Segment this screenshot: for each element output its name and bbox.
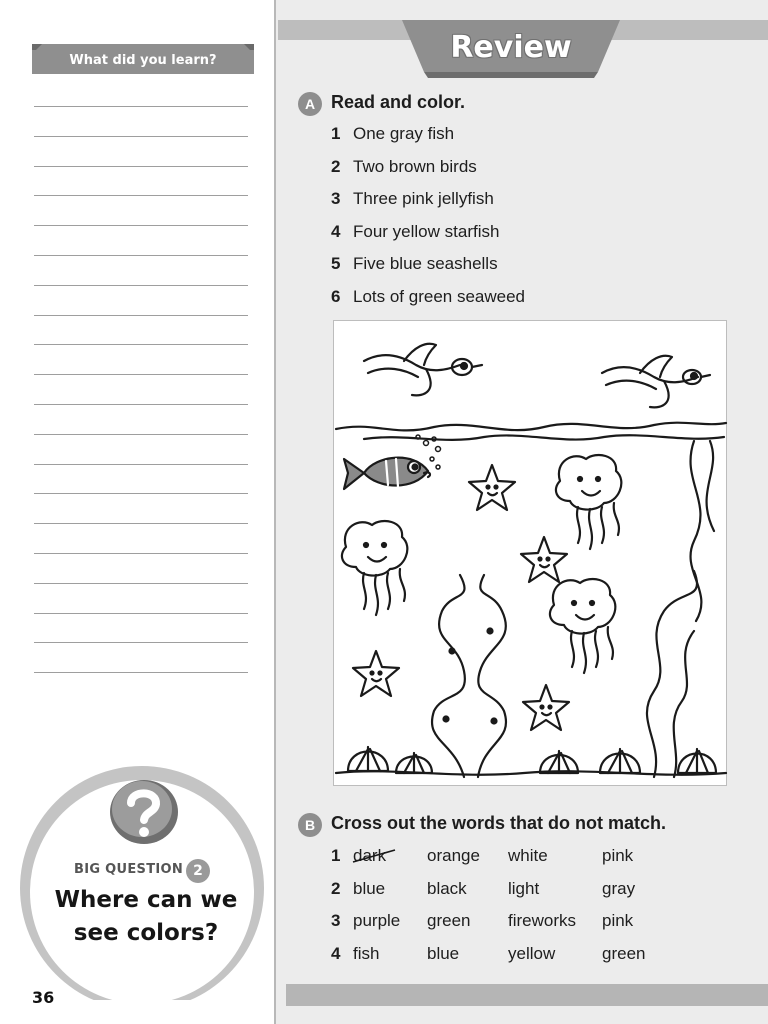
- jellyfish-icon: [550, 579, 615, 673]
- water-surface: [336, 423, 726, 440]
- section-a-badge: A: [298, 92, 322, 116]
- item-number: 3: [331, 189, 341, 209]
- table-row: [331, 909, 645, 942]
- writing-line[interactable]: [34, 523, 248, 553]
- sea-floor: [336, 771, 726, 774]
- word-cell[interactable]: blue: [353, 878, 386, 898]
- starfish-icon: [523, 685, 569, 730]
- word-cell[interactable]: light: [508, 878, 540, 898]
- banner-title: What did you learn?: [69, 53, 217, 68]
- writing-line[interactable]: [34, 464, 248, 494]
- list-item: [331, 122, 525, 155]
- item-text: Five blue seashells: [353, 254, 498, 274]
- item-number: 6: [331, 286, 341, 306]
- list-item: [331, 155, 525, 188]
- starfish-icon: [521, 537, 567, 582]
- item-number: 5: [331, 254, 341, 274]
- writing-line[interactable]: [34, 672, 248, 702]
- what-did-you-learn-banner: [32, 44, 254, 74]
- seashell-icon: [348, 747, 388, 771]
- jellyfish-icon: [342, 521, 407, 615]
- writing-line[interactable]: [34, 613, 248, 643]
- bird-icon: [602, 356, 710, 408]
- table-row: [331, 942, 645, 975]
- writing-line[interactable]: [34, 583, 248, 613]
- word-cell[interactable]: pink: [602, 911, 634, 930]
- row-number: 4: [331, 943, 341, 963]
- writing-line[interactable]: [34, 285, 248, 315]
- writing-line[interactable]: [34, 225, 248, 255]
- seaweed-icon: [647, 441, 714, 777]
- item-text: One gray fish: [353, 124, 455, 143]
- table-row: [331, 844, 645, 877]
- seashell-icon: [396, 753, 432, 773]
- seashell-icon: [540, 751, 578, 773]
- seashell-icon: [600, 749, 640, 773]
- word-cell[interactable]: orange: [427, 846, 480, 865]
- word-cell[interactable]: blue: [427, 943, 460, 963]
- item-number: 1: [331, 124, 341, 143]
- row-number: 1: [331, 846, 341, 865]
- item-number: 2: [331, 156, 341, 176]
- writing-line[interactable]: [34, 315, 248, 345]
- word-cell[interactable]: green: [427, 911, 471, 930]
- word-cell[interactable]: fish: [353, 943, 380, 963]
- word-cell[interactable]: fireworks: [508, 911, 577, 930]
- fish-icon: [344, 458, 430, 489]
- item-text: Four yellow starfish: [353, 221, 500, 241]
- writing-line[interactable]: [34, 374, 248, 404]
- big-question-label: BIG QUESTION: [74, 862, 184, 877]
- list-item: [331, 187, 525, 220]
- review-tab: [402, 20, 620, 78]
- cross-out-mark-icon: [351, 847, 397, 865]
- word-cell[interactable]: pink: [602, 846, 634, 865]
- writing-line[interactable]: [34, 166, 248, 196]
- starfish-icon: [353, 651, 399, 696]
- table-row: [331, 877, 645, 910]
- section-b-badge: B: [298, 813, 322, 837]
- item-text: Lots of green seaweed: [353, 286, 526, 306]
- list-item: [331, 252, 525, 285]
- crossed-word[interactable]: [353, 844, 386, 868]
- item-text: Three pink jellyfish: [353, 189, 494, 209]
- writing-line[interactable]: [34, 553, 248, 583]
- seaweed-icon: [432, 575, 506, 777]
- word-cell[interactable]: purple: [353, 911, 401, 930]
- starfish-icon: [469, 465, 515, 510]
- seashell-icon: [678, 749, 716, 773]
- review-title: Review: [450, 30, 572, 65]
- left-sidebar: [0, 0, 276, 1024]
- big-question-title: [36, 884, 256, 950]
- row-number: 2: [331, 878, 341, 898]
- item-text: Two brown birds: [353, 156, 477, 176]
- page-number: 36: [32, 988, 55, 1007]
- word-cell[interactable]: white: [508, 846, 548, 865]
- section-a-item-list: [331, 122, 525, 318]
- word-cell[interactable]: [353, 844, 427, 877]
- bird-icon: [364, 344, 482, 396]
- word-cell[interactable]: yellow: [508, 943, 556, 963]
- row-number: 3: [331, 911, 341, 930]
- big-question-title-line1: Where can we: [54, 887, 238, 913]
- writing-lines: [34, 106, 248, 702]
- list-item: [331, 220, 525, 253]
- list-item: [331, 285, 525, 318]
- word-cell[interactable]: gray: [602, 878, 636, 898]
- ocean-coloring-scene[interactable]: [333, 320, 727, 786]
- writing-line[interactable]: [34, 344, 248, 374]
- writing-line[interactable]: [34, 404, 248, 434]
- writing-line[interactable]: [34, 434, 248, 464]
- word-text: dark: [353, 846, 387, 865]
- writing-line[interactable]: [34, 136, 248, 166]
- writing-line[interactable]: [34, 642, 248, 672]
- question-mark-icon: [108, 778, 180, 846]
- writing-line[interactable]: [34, 195, 248, 225]
- big-question-number: 2: [186, 859, 210, 883]
- big-question-badge: [14, 760, 268, 1000]
- writing-line[interactable]: [34, 106, 248, 136]
- word-cell[interactable]: black: [427, 878, 467, 898]
- section-b-instruction: Cross out the words that do not match.: [331, 813, 667, 833]
- jellyfish-icon: [556, 455, 621, 549]
- section-a-instruction: Read and color.: [331, 92, 466, 112]
- writing-line[interactable]: [34, 493, 248, 523]
- item-number: 4: [331, 221, 341, 241]
- word-cell[interactable]: green: [602, 943, 646, 963]
- word-match-table: [331, 844, 645, 974]
- writing-line[interactable]: [34, 255, 248, 285]
- big-question-title-line2: see colors?: [73, 920, 219, 946]
- bottom-strip: [286, 984, 768, 1006]
